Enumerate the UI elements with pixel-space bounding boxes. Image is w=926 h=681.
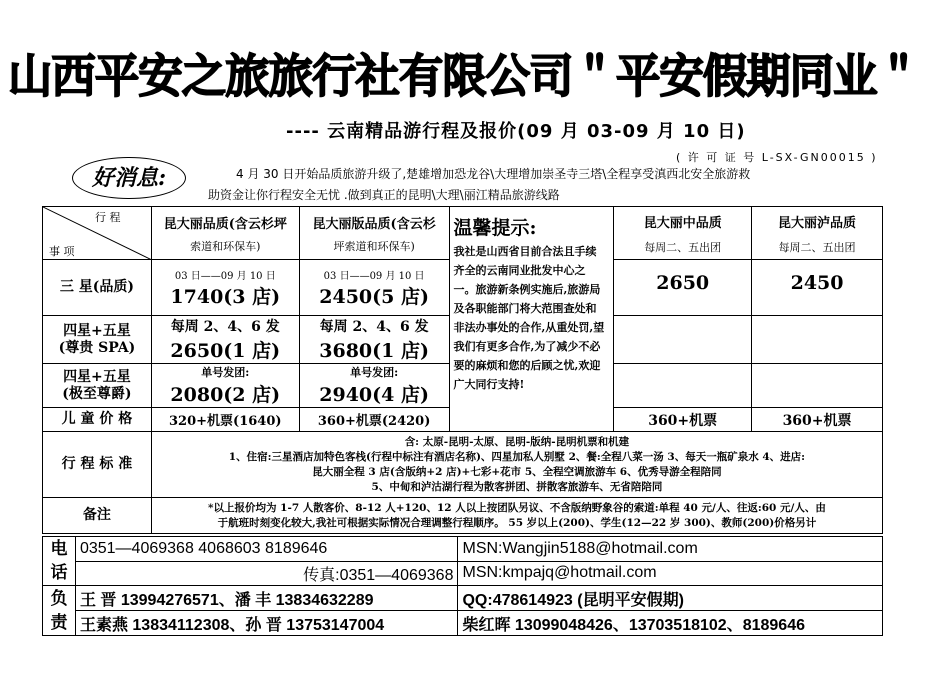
row-std-label: 行 程 标 准 xyxy=(43,432,152,498)
corner-cell xyxy=(43,207,152,260)
col5-header xyxy=(752,207,883,260)
col4-header xyxy=(614,207,752,260)
row-45b-c1-price: 2080(2 店) xyxy=(170,384,281,406)
row-45b-c4 xyxy=(614,364,752,408)
row-std-line-1: 含: 太原-昆明-太原、昆明-版纳-昆明机票和机建 xyxy=(404,435,630,448)
row-45a-c2-note: 每周 2、4、6 发 xyxy=(319,319,429,335)
table-row-standard xyxy=(43,432,883,498)
col1-header xyxy=(151,207,299,260)
row-45b-label-2: (极至尊爵) xyxy=(62,385,132,402)
row-3star-c1 xyxy=(151,260,299,316)
row-45a-c1 xyxy=(151,316,299,364)
row-45b-c2-price: 2940(4 店) xyxy=(319,384,429,406)
msn-1: MSN:Wangjin5188@hotmail.com xyxy=(458,537,883,562)
notice-line-2: 助资金让你行程安全无忧 .做到真正的昆明\大理\丽江精品旅游线路 xyxy=(208,188,560,202)
corner-bottom-label: 事 项 xyxy=(49,245,75,258)
contact-row-3 xyxy=(43,586,883,611)
table-row-note xyxy=(43,498,883,534)
row-3star-c1-date: 03 日——09 月 10 日 xyxy=(174,270,276,282)
phone-label: 电话 xyxy=(43,537,76,586)
corner-top-label: 行 程 xyxy=(95,211,121,224)
row-3star-c4-price: 2650 xyxy=(614,260,752,316)
person-line-2: 王素燕 13834112308、孙 晋 13753147004 xyxy=(75,611,458,636)
row-45b-label xyxy=(43,364,152,408)
row-45b-c5 xyxy=(752,364,883,408)
msn-2: MSN:kmpajq@hotmail.com xyxy=(458,561,883,586)
row-child-c1: 320+机票(1640) xyxy=(151,408,299,432)
person-label: 负责 xyxy=(43,586,76,636)
good-news-badge: 好消息: xyxy=(72,157,186,199)
contact-table xyxy=(42,536,883,636)
contact-row-2 xyxy=(43,561,883,586)
col5-sub: 每周二、五出团 xyxy=(778,240,856,254)
person-line-3: 柴红晖 13099048426、13703518102、8189646 xyxy=(458,611,883,636)
row-std-line-3: 昆大丽全程 3 店(含版纳+2 店)+七彩+花市 5、全程空调旅游车 6、优秀导游全程陪同 xyxy=(312,465,722,478)
price-table xyxy=(42,206,883,534)
phone-numbers: 0351—4069368 4068603 8189646 xyxy=(75,537,458,562)
col5-title: 昆大丽泸品质 xyxy=(778,215,857,231)
row-std-line-4: 5、中甸和泸沽湖行程为散客拼团、拼散客旅游车、无省陪陪同 xyxy=(371,480,663,493)
row-45a-label-2: (尊贵 SPA) xyxy=(58,339,136,356)
row-45a-c4 xyxy=(614,316,752,364)
row-45b-c2 xyxy=(299,364,449,408)
tips-title: 温馨提示: xyxy=(453,217,537,239)
row-45a-c2-price: 3680(1 店) xyxy=(319,340,429,362)
row-45a-label-1: 四星+五星 xyxy=(63,322,131,339)
col4-title: 昆大丽中品质 xyxy=(643,215,722,231)
row-3star-c5-price: 2450 xyxy=(752,260,883,316)
subtitle: ---- 云南精品游行程及报价(09 月 03-09 月 10 日) xyxy=(286,121,746,142)
row-std-content xyxy=(151,432,882,498)
col2-header xyxy=(299,207,449,260)
col4-sub: 每周二、五出团 xyxy=(644,240,722,254)
row-child-c2: 360+机票(2420) xyxy=(299,408,449,432)
row-3star-c2 xyxy=(299,260,449,316)
notice-line-1: 4 月 30 日开始品质旅游升级了,楚雄增加恐龙谷\大理增加崇圣寺三塔\全程享受滇西北安全旅游救 xyxy=(236,167,751,181)
col2-sub: 坪索道和环保车) xyxy=(333,239,415,253)
row-child-label: 儿 童 价 格 xyxy=(43,408,152,432)
row-3star-c2-price: 2450(5 店) xyxy=(319,285,429,308)
row-std-line-2: 1、住宿:三星酒店加特色客栈(行程中标注有酒店名称)、四星加私人别墅 2、餐:全程八菜一汤 3、每天一瓶矿泉水 4、进店: xyxy=(228,450,806,463)
row-45a-label xyxy=(43,316,152,364)
person-line-1: 王 晋 13994276571、潘 丰 13834632289 xyxy=(75,586,458,611)
table-header-row xyxy=(43,207,883,260)
row-45b-label-1: 四星+五星 xyxy=(63,368,131,385)
row-3star-label: 三 星(品质) xyxy=(43,260,152,316)
tips-cell xyxy=(449,207,614,432)
row-45a-c1-price: 2650(1 店) xyxy=(170,340,281,362)
fax-number: 传真:0351—4069368 xyxy=(75,561,458,586)
row-45a-c1-note: 每周 2、4、6 发 xyxy=(170,319,280,335)
qq-number: QQ:478614923 (昆明平安假期) xyxy=(458,586,883,611)
row-45a-c2 xyxy=(299,316,449,364)
col1-title: 昆大丽品质(含云杉坪 xyxy=(163,216,287,232)
row-3star-c2-date: 03 日——09 月 10 日 xyxy=(323,270,425,282)
col1-sub: 索道和环保车) xyxy=(190,239,261,253)
row-45b-c2-note: 单号发团: xyxy=(350,366,399,379)
row-note-content xyxy=(151,498,882,534)
col2-title: 昆大丽版品质(含云杉 xyxy=(312,216,436,232)
row-note-line-2: 于航班时刻变化较大,我社可根据实际情况合理调整行程顺序。 55 岁以上(200)、学生(12—22 岁 300)、教师(200)价格另计 xyxy=(217,516,817,529)
row-note-label: 备注 xyxy=(43,498,152,534)
row-note-line-1: *以上报价均为 1-7 人散客价、8-12 人+120、12 人以上按团队另议、不含版纳野象谷的索道:单程 40 元/人、往返:60 元/人、由 xyxy=(208,501,826,514)
contact-row-1 xyxy=(43,537,883,562)
row-child-c4: 360+机票 xyxy=(614,408,752,432)
row-3star-c1-price: 1740(3 店) xyxy=(170,285,281,308)
tips-body: 我社是山西省目前合法且手续齐全的云南同业批发中心之一。旅游新条例实施后,旅游局及各职能部门将大范围查处和非法办事处的合作,从重处罚,望我们有更多合作,为了减少不必要的麻烦和您的后顾之忧,欢迎广大同行支持! xyxy=(453,245,605,391)
contact-row-4 xyxy=(43,611,883,636)
license-number: ( 许 可 证 号 L-SX-GN00015 ) xyxy=(676,151,878,164)
row-child-c5: 360+机票 xyxy=(752,408,883,432)
row-45a-c5 xyxy=(752,316,883,364)
page-title: 山西平安之旅旅行社有限公司＂平安假期同业＂ xyxy=(8,49,920,103)
row-45b-c1 xyxy=(151,364,299,408)
row-45b-c1-note: 单号发团: xyxy=(201,366,250,379)
